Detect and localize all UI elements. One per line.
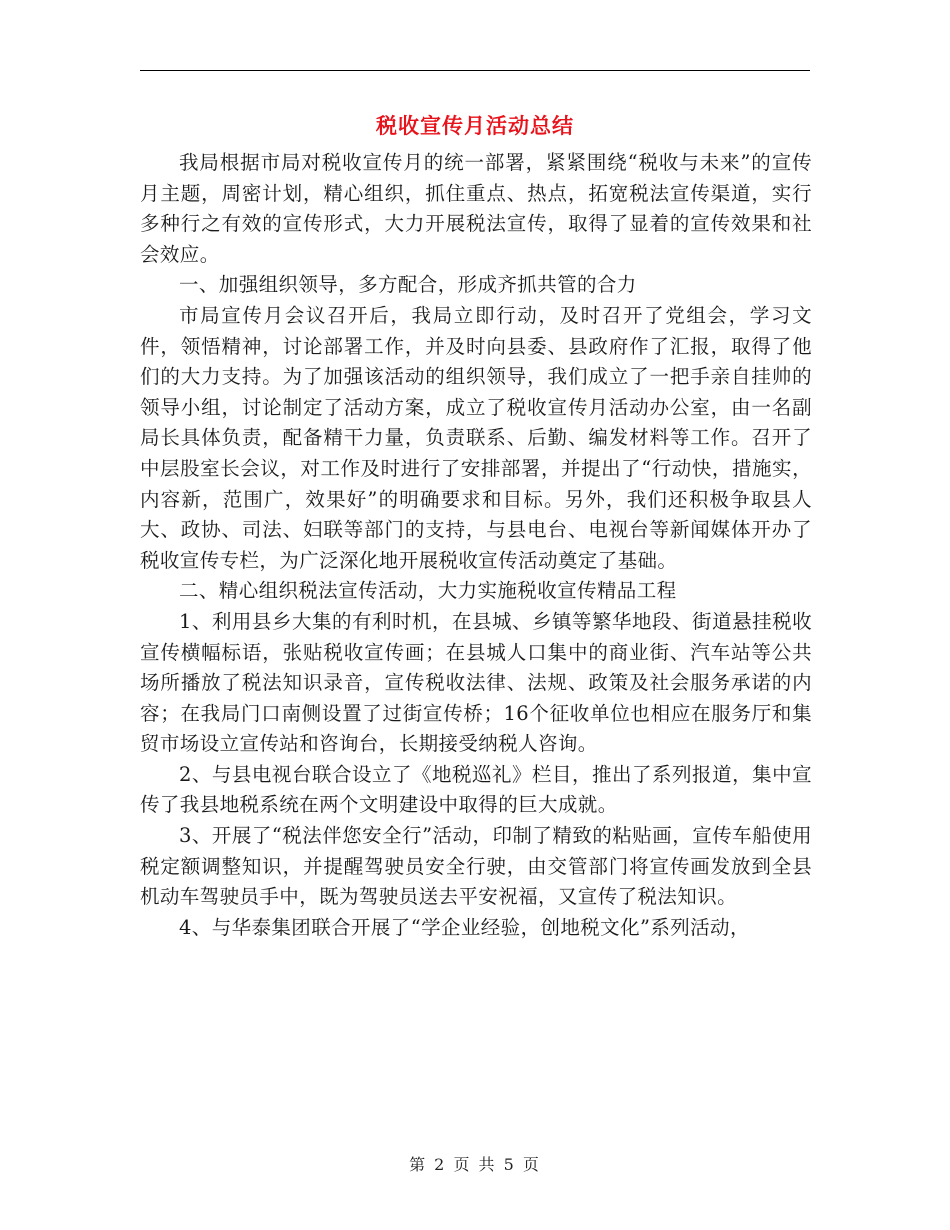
page-number-footer: 第 2 页 共 5 页 (409, 1155, 541, 1174)
header-rule (140, 70, 810, 71)
paragraph-intro: 我局根据市局对税收宣传月的统一部署，紧紧围绕“税收与未来”的宣传月主题，周密计划，精心组织，抓住重点、热点，拓宽税法宣传渠道，实行多种行之有效的宣传形式，大力开展税法宣传，取得了显着的宣传效果和社会效应。 (140, 151, 812, 266)
section-heading-1: 一、加强组织领导，多方配合，形成齐抓共管的合力 (179, 273, 637, 297)
paragraph-item-1: 1、利用县乡大集的有利时机，在县城、乡镇等繁华地段、街道悬挂税收宣传横幅标语，张贴税收宣传画；在县城人口集中的商业街、汽车站等公共场所播放了税法知识录音，宣传税收法律、法规、政策及社会服务承诺的内容；在我局门口南侧设置了过街宣传桥；16个征收单位也相应在服务厅和集贸市场设立宣传站和咨询台，长期接受纳税人咨询。 (140, 609, 812, 756)
paragraph-item-3: 3、开展了“税法伴您安全行”活动，印制了精致的粘贴画，宣传车船使用税定额调整知识，并提醒驾驶员安全行驶，由交管部门将宣传画发放到全县机动车驾驶员手中，既为驾驶员送去平安祝福，又宣传了税法知识。 (140, 824, 812, 909)
document-body (140, 148, 812, 943)
document-title: 税收宣传月活动总结 (376, 113, 574, 138)
paragraph-item-4: 4、与华泰集团联合开展了“学企业经验，创地税文化”系列活动， (179, 915, 750, 939)
paragraph-section-1: 市局宣传月会议召开后，我局立即行动，及时召开了党组会，学习文件，领悟精神，讨论部署工作，并及时向县委、县政府作了汇报，取得了他们的大力支持。为了加强该活动的组织领导，我们成立了一把手亲自挂帅的领导小组，讨论制定了活动方案，成立了税收宣传月活动办公室，由一名副局长具体负责，配备精干力量，负责联系、后勤、编发材料等工作。召开了中层股室长会议，对工作及时进行了安排部署，并提出了“行动快，措施实，内容新，范围广，效果好”的明确要求和目标。另外，我们还积极争取县人大、政协、司法、妇联等部门的支持，与县电台、电视台等新闻媒体开办了税收宣传专栏，为广泛深化地开展税收宣传活动奠定了基础。 (140, 303, 812, 572)
section-heading-2: 二、精心组织税法宣传活动，大力实施税收宣传精品工程 (179, 579, 677, 603)
paragraph-item-2: 2、与县电视台联合设立了《地税巡礼》栏目，推出了系列报道，集中宣传了我县地税系统在两个文明建设中取得的巨大成就。 (140, 762, 812, 817)
